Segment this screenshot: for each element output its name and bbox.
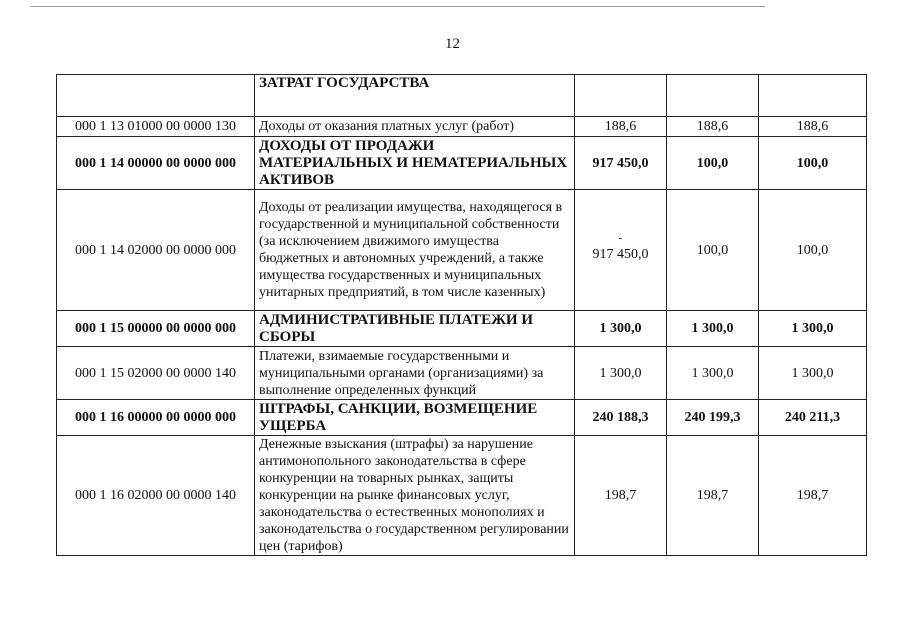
row-value-2: 1 300,0 xyxy=(667,311,759,347)
row-value-3: 100,0 xyxy=(759,137,867,190)
row-value-1: 1 300,0 xyxy=(575,347,667,400)
table-row xyxy=(57,117,867,137)
page-number: 12 xyxy=(445,36,460,52)
row-code: 000 1 16 00000 00 0000 000 xyxy=(57,400,255,436)
row-value-3: 100,0 xyxy=(759,190,867,311)
row-value-2: 240 199,3 xyxy=(667,400,759,436)
row-value-1-cell xyxy=(575,190,667,311)
row-value-3: 188,6 xyxy=(759,117,867,137)
row-code xyxy=(57,75,255,117)
table-row xyxy=(57,190,867,311)
row-value-1: 917 450,0 xyxy=(575,137,667,190)
budget-revenue-table xyxy=(56,74,867,556)
row-code: 000 1 16 02000 00 0000 140 xyxy=(57,436,255,556)
table-row xyxy=(57,400,867,436)
row-name: Денежные взыскания (штрафы) за нарушение антимонопольного законодательства в сфере конкуренции на товарных рынках, защиты конкуренции на рынке финансовых услуг, законодательства о естественных монополиях и законодательства о государственном регулировании цен (тарифов) xyxy=(255,436,575,556)
table-row xyxy=(57,311,867,347)
table-row xyxy=(57,436,867,556)
row-code: 000 1 13 01000 00 0000 130 xyxy=(57,117,255,137)
row-value-2: 100,0 xyxy=(667,137,759,190)
row-value-2: 198,7 xyxy=(667,436,759,556)
row-value-3 xyxy=(759,75,867,117)
row-code: 000 1 15 00000 00 0000 000 xyxy=(57,311,255,347)
table-row xyxy=(57,347,867,400)
row-value-1: 917 450,0 xyxy=(592,246,649,262)
table-row xyxy=(57,137,867,190)
row-value-1: 198,7 xyxy=(575,436,667,556)
row-name: АДМИНИСТРАТИВНЫЕ ПЛАТЕЖИ И СБОРЫ xyxy=(255,311,575,347)
scan-edge-line xyxy=(30,6,765,7)
row-value-3: 240 211,3 xyxy=(759,400,867,436)
row-value-1: 240 188,3 xyxy=(575,400,667,436)
row-code: 000 1 14 00000 00 0000 000 xyxy=(57,137,255,190)
row-value-2 xyxy=(667,75,759,117)
row-value-3: 1 300,0 xyxy=(759,311,867,347)
row-value-2: 1 300,0 xyxy=(667,347,759,400)
row-value-mark: - xyxy=(618,231,623,244)
row-value-2: 100,0 xyxy=(667,190,759,311)
row-name: ЗАТРАТ ГОСУДАРСТВА xyxy=(255,75,575,117)
row-name: Платежи, взимаемые государственными и муниципальными органами (организациями) за выполнение определенных функций xyxy=(255,347,575,400)
row-name: Доходы от оказания платных услуг (работ) xyxy=(255,117,575,137)
row-value-2: 188,6 xyxy=(667,117,759,137)
table-row xyxy=(57,75,867,117)
row-value-1: 1 300,0 xyxy=(575,311,667,347)
row-value-1: 188,6 xyxy=(575,117,667,137)
row-value-1 xyxy=(575,75,667,117)
row-code: 000 1 15 02000 00 0000 140 xyxy=(57,347,255,400)
row-name: ДОХОДЫ ОТ ПРОДАЖИ МАТЕРИАЛЬНЫХ И НЕМАТЕРИАЛЬНЫХ АКТИВОВ xyxy=(255,137,575,190)
row-name: Доходы от реализации имущества, находящегося в государственной и муниципальной собственности (за исключением движимого имущества бюджетных и автономных учреждений, а также имущества государственных и муниципальных унитарных предприятий, в том числе казенных) xyxy=(255,190,575,311)
row-name: ШТРАФЫ, САНКЦИИ, ВОЗМЕЩЕНИЕ УЩЕРБА xyxy=(255,400,575,436)
row-code: 000 1 14 02000 00 0000 000 xyxy=(57,190,255,311)
row-value-3: 1 300,0 xyxy=(759,347,867,400)
row-value-3: 198,7 xyxy=(759,436,867,556)
